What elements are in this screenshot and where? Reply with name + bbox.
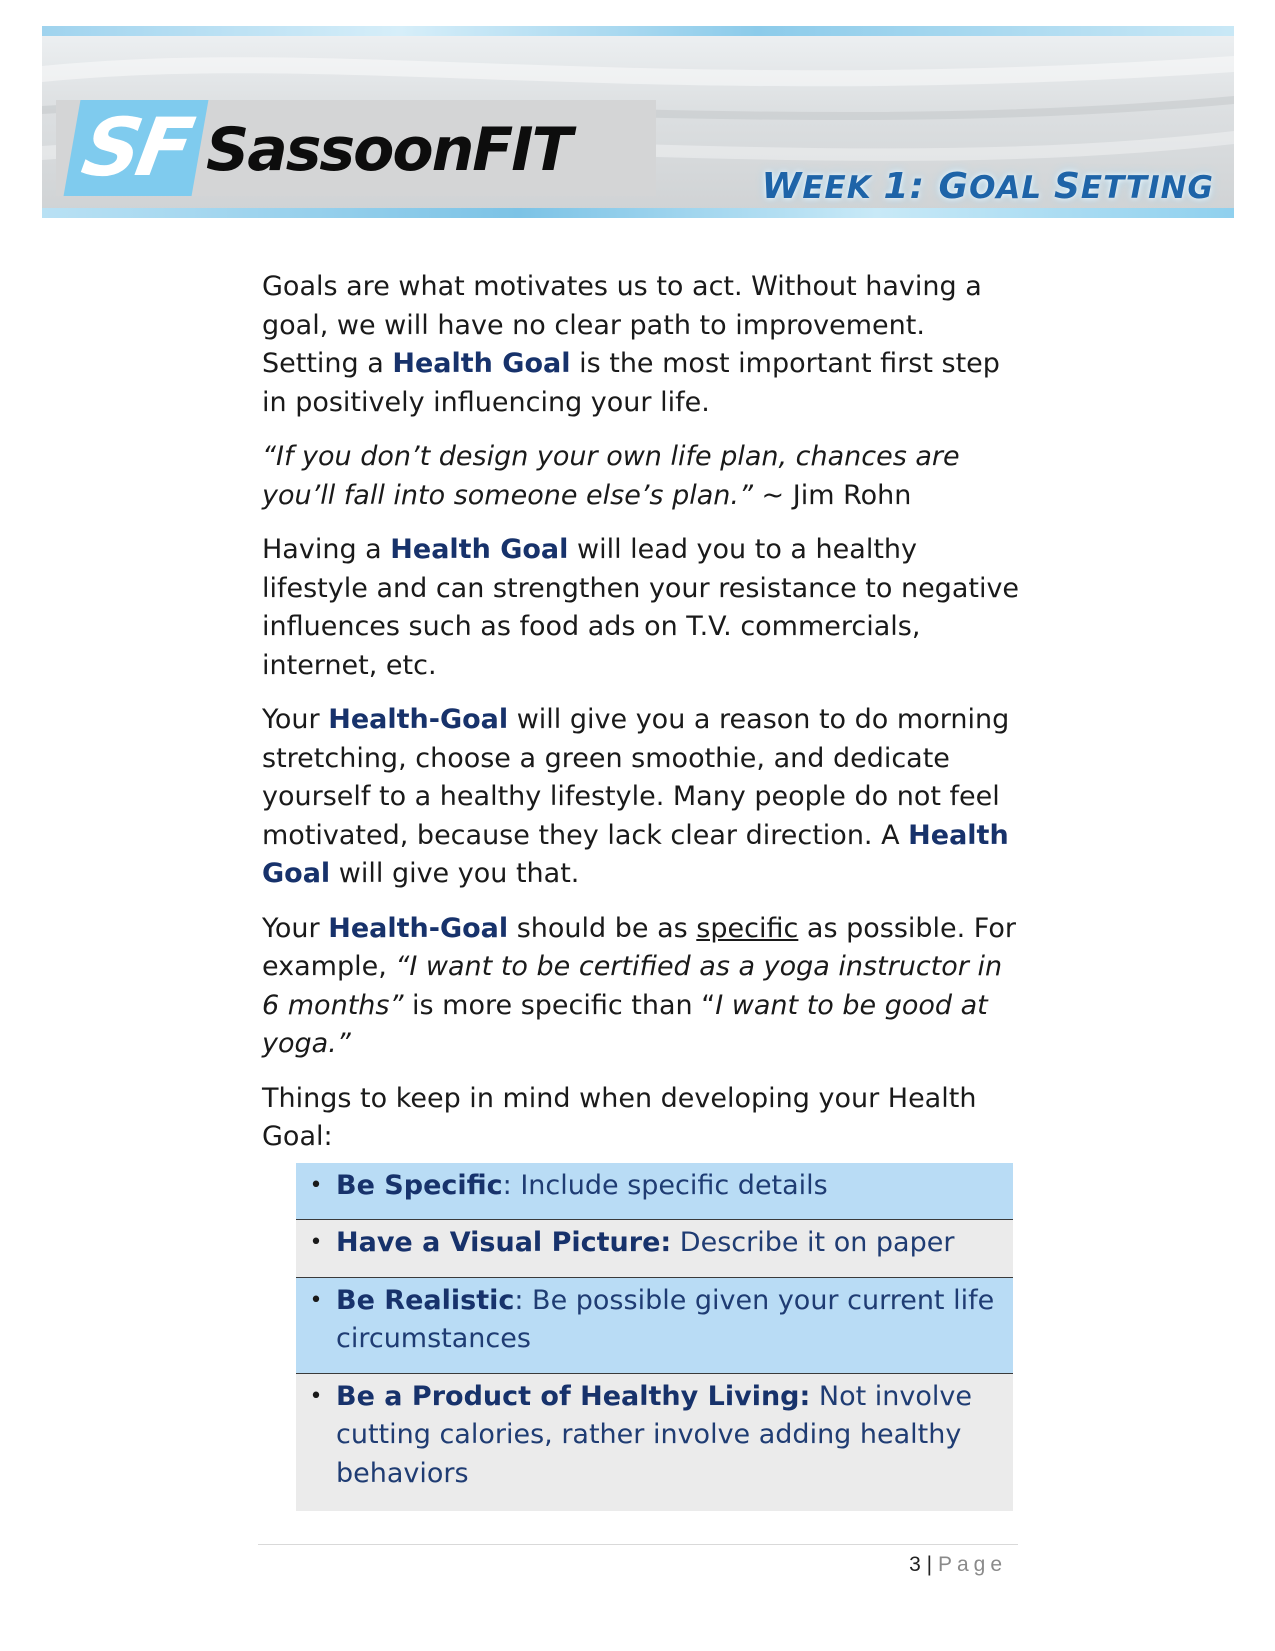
bullet-icon: • (309, 1172, 323, 1198)
paragraph-intro: Goals are what motivates us to act. Without having a goal, we will have no clear path to improvement. Setting a Health Goal is the most important first step in positively influencing your life. (262, 271, 1000, 418)
paragraph-specific-example: Your Health-Goal should be as specific as possible. For example, “I want to be certified as a yoga instructor in 6 months” is more specific than “I want to be good at yoga.” (262, 912, 1016, 1059)
week-title: WEEK 1: GOAL SETTING (761, 166, 1214, 207)
paragraph-things-to-keep: Things to keep in mind when developing your Health Goal: (262, 1082, 977, 1152)
logo-wordmark: SassoonFIT (206, 115, 571, 185)
tip-title: Be Specific (336, 1169, 503, 1201)
tip-text: Describe it on paper (671, 1227, 955, 1258)
tip-title: Be Realistic (336, 1284, 515, 1316)
paragraph-quote: “If you don’t design your own life plan, chances are you’ll fall into someone else’s plan.” ~ Jim Rohn (262, 441, 960, 511)
footer-divider (258, 1544, 1018, 1545)
tips-list (296, 1163, 1013, 1512)
paragraph-healthy-lifestyle: Having a Health Goal will lead you to a healthy lifestyle and can strengthen your resistance to negative influences such as food ads on T.V. commercials, internet, etc. (262, 534, 1020, 681)
tip-text: : Be possible given your current life circumstances (336, 1284, 995, 1354)
page-number: 3 (909, 1553, 921, 1576)
list-item (296, 1220, 1013, 1278)
page-content (262, 268, 1022, 1511)
tip-title: Be a Product of Healthy Living: (336, 1380, 811, 1412)
tip-text: : Include specific details (502, 1169, 828, 1201)
sassoonfit-logo (56, 100, 656, 196)
bullet-icon: • (309, 1230, 323, 1255)
list-item (296, 1163, 1013, 1221)
list-item (296, 1374, 1013, 1512)
page-label: Page (937, 1553, 1007, 1576)
bullet-icon: • (309, 1383, 323, 1409)
page-footer (909, 1553, 1007, 1577)
list-item (296, 1278, 1013, 1374)
page-separator: | (920, 1553, 938, 1576)
bullet-icon: • (309, 1287, 323, 1313)
header-banner (42, 26, 1234, 218)
tip-title: Have a Visual Picture: (336, 1227, 672, 1258)
logo-mark-text: SF (75, 101, 197, 194)
tip-text: Not involve cutting calories, rather involve adding healthy behaviors (336, 1380, 972, 1489)
logo-mark (64, 100, 209, 196)
paragraph-motivation: Your Health-Goal will give you a reason to do morning stretching, choose a green smoothie, and dedicate yourself to a healthy lifestyle. Many people do not feel motivated, because they lack clear direction. A Health Goal will give you that. (262, 704, 1010, 889)
